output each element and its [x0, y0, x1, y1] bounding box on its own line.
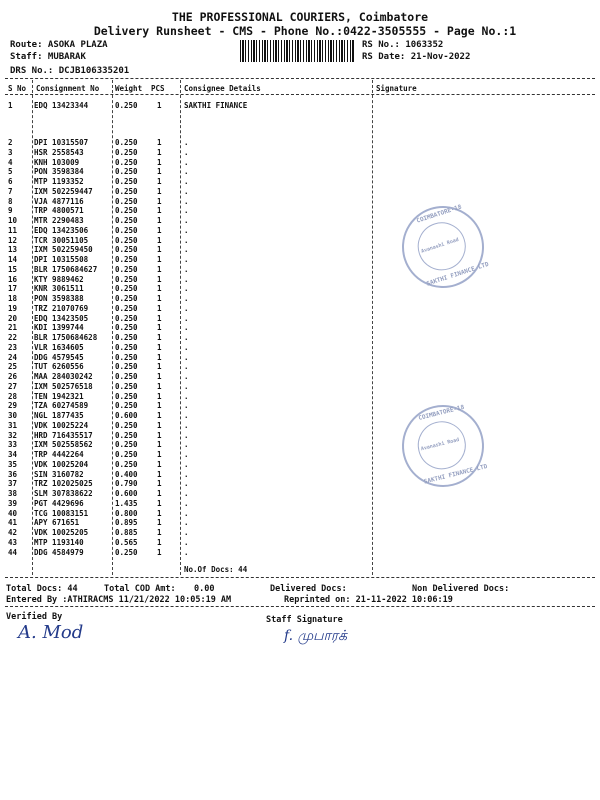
row-sno: 8 — [8, 196, 13, 206]
row-con: DDG 4579545 — [34, 352, 84, 362]
row-sno: 40 — [8, 508, 18, 518]
row-sno: 9 — [8, 206, 13, 216]
col-consignee-header: Consignee Details — [184, 84, 261, 93]
row-con: BLR 1750684628 — [34, 333, 98, 342]
row-con: PGT 4429696 — [34, 498, 84, 508]
row-details: . — [184, 508, 189, 518]
row-sno: 25 — [8, 362, 18, 372]
row-wt: 0.250 — [115, 274, 138, 284]
reprinted-on: Reprinted on: 21-11-2022 10:06:19 — [284, 595, 453, 605]
row-details: . — [184, 196, 189, 206]
row-con: KTY 9889462 — [34, 274, 84, 284]
row-wt: 0.250 — [115, 216, 138, 225]
row-wt: 0.250 — [115, 196, 138, 206]
row-details: . — [184, 303, 189, 313]
row-pcs: 1 — [157, 440, 162, 450]
row-sno: 5 — [8, 167, 13, 177]
staff-signature-label: Staff Signature — [266, 615, 343, 625]
row-sno: 27 — [8, 381, 18, 391]
row-con: DPI 10315507 — [34, 138, 89, 147]
row-con: KNR 3061511 — [34, 284, 84, 294]
row-wt: 0.565 — [115, 537, 138, 547]
row-wt: 0.250 — [115, 323, 138, 333]
row-con: TCR 30051105 — [34, 235, 89, 245]
row-details: . — [184, 440, 189, 450]
row-sno: 6 — [8, 177, 13, 186]
row-wt: 0.250 — [115, 101, 138, 110]
footer-divider — [5, 606, 595, 607]
row-pcs: 1 — [157, 235, 162, 245]
company-title: THE PROFESSIONAL COURIERS, Coimbatore — [171, 10, 429, 24]
row-pcs: 1 — [157, 101, 162, 110]
row-pcs: 1 — [157, 245, 162, 255]
col-signature-header: Signature — [376, 84, 417, 93]
row-sno: 7 — [8, 186, 13, 196]
row-wt: 0.790 — [115, 479, 138, 489]
row-pcs: 1 — [157, 225, 162, 235]
col-consignment-header: Consignment No — [36, 84, 100, 93]
row-sno: 20 — [8, 313, 18, 323]
row-con: TCG 10083151 — [34, 508, 89, 518]
row-wt: 0.250 — [115, 362, 138, 372]
row-wt: 0.250 — [115, 450, 138, 459]
row-details: . — [184, 479, 189, 489]
row-con: EDQ 13423344 — [34, 101, 89, 110]
row-con: VDK 10025204 — [34, 459, 89, 469]
row-con: PON 3598384 — [34, 167, 84, 177]
row-pcs: 1 — [157, 450, 162, 459]
row-pcs: 1 — [157, 177, 162, 186]
row-con: MAA 284030242 — [34, 372, 93, 381]
row-pcs: 1 — [157, 430, 162, 440]
row-pcs: 1 — [157, 342, 162, 352]
col-pcs-header: PCS — [151, 84, 165, 93]
row-details: . — [184, 450, 189, 459]
row-sno: 18 — [8, 294, 18, 303]
verifier-signature: A. Mod — [18, 622, 84, 643]
row-pcs: 1 — [157, 196, 162, 206]
row-sno: 35 — [8, 459, 18, 469]
stamp-ring-text: COIMBATORE-18 — [417, 403, 466, 422]
row-details: . — [184, 216, 189, 225]
row-details: . — [184, 430, 189, 440]
row-details: . — [184, 284, 189, 294]
row-sno: 1 — [8, 101, 13, 110]
row-sno: 37 — [8, 479, 18, 489]
row-details: . — [184, 352, 189, 362]
row-pcs: 1 — [157, 479, 162, 489]
row-pcs: 1 — [157, 352, 162, 362]
row-sno: 2 — [8, 138, 13, 147]
row-wt: 0.250 — [115, 294, 138, 303]
row-pcs: 1 — [157, 216, 162, 225]
row-con: APY 671651 — [34, 518, 80, 528]
col-sno-header: S No — [8, 84, 27, 93]
header-bottom-divider — [5, 94, 595, 95]
row-details: . — [184, 547, 189, 557]
verified-by-label: Verified By — [6, 612, 63, 622]
row-sno: 39 — [8, 498, 18, 508]
row-sno: 19 — [8, 303, 18, 313]
row-con: SLM 307838622 — [34, 489, 93, 498]
row-sno: 10 — [8, 216, 18, 225]
row-pcs: 1 — [157, 401, 162, 411]
drs-number: DRS No.: DCJB106335201 — [10, 66, 130, 76]
row-con: TRZ 21070769 — [34, 303, 89, 313]
row-sno: 12 — [8, 235, 18, 245]
row-sno: 16 — [8, 274, 18, 284]
row-con: HRD 716435517 — [34, 430, 93, 440]
row-con: IXM 502259447 — [34, 186, 93, 196]
row-con: IXM 502576518 — [34, 381, 93, 391]
row-wt: 0.250 — [115, 372, 138, 381]
staff-signature: f. முபாரக் — [284, 628, 348, 644]
row-con: DPI 10315508 — [34, 255, 89, 264]
row-wt: 0.250 — [115, 235, 138, 245]
row-details: . — [184, 401, 189, 411]
row-details: . — [184, 469, 189, 479]
col-divider — [180, 80, 181, 575]
row-sno: 24 — [8, 352, 18, 362]
row-pcs: 1 — [157, 547, 162, 557]
row-wt: 0.250 — [115, 264, 138, 274]
row-con: TRP 4800571 — [34, 206, 84, 216]
row-pcs: 1 — [157, 147, 162, 157]
row-wt: 0.250 — [115, 157, 138, 167]
row-wt: 0.250 — [115, 186, 138, 196]
stamp-name-text: SAKTHI FINANCE LTD — [425, 260, 490, 288]
row-con: VJA 4877116 — [34, 196, 84, 206]
row-con: IXM 502259450 — [34, 245, 93, 255]
row-pcs: 1 — [157, 294, 162, 303]
row-details: . — [184, 167, 189, 177]
row-pcs: 1 — [157, 459, 162, 469]
table-bottom-divider — [5, 577, 595, 578]
row-con: EDQ 13423505 — [34, 313, 89, 323]
row-wt: 0.250 — [115, 440, 138, 450]
row-pcs: 1 — [157, 206, 162, 216]
row-wt: 0.250 — [115, 284, 138, 294]
staff-label: Staff: MUBARAK — [10, 52, 86, 62]
row-pcs: 1 — [157, 157, 162, 167]
row-con: TZA 60274589 — [34, 401, 89, 411]
row-sno: 44 — [8, 547, 18, 557]
row-wt: 0.600 — [115, 411, 138, 420]
row-details: . — [184, 489, 189, 498]
col-divider — [372, 80, 373, 575]
row-sno: 31 — [8, 420, 18, 430]
row-wt: 0.250 — [115, 138, 138, 147]
row-wt: 0.250 — [115, 245, 138, 255]
row-con: MTR 2290483 — [34, 216, 84, 225]
row-con: SIN 3160782 — [34, 469, 84, 479]
row-pcs: 1 — [157, 303, 162, 313]
stamp-ring-text: COIMBATORE-18 — [415, 203, 463, 225]
row-wt: 0.250 — [115, 333, 138, 342]
row-con: VDK 10025224 — [34, 420, 89, 430]
row-sno: 13 — [8, 245, 18, 255]
row-sno: 29 — [8, 401, 18, 411]
row-sno: 30 — [8, 411, 18, 420]
row-pcs: 1 — [157, 313, 162, 323]
row-details: . — [184, 186, 189, 196]
row-wt: 0.250 — [115, 420, 138, 430]
row-pcs: 1 — [157, 167, 162, 177]
row-wt: 0.400 — [115, 469, 138, 479]
row-sno: 34 — [8, 450, 18, 459]
row-sno: 15 — [8, 264, 18, 274]
row-wt: 0.250 — [115, 430, 138, 440]
row-sno: 4 — [8, 157, 13, 167]
row-wt: 0.250 — [115, 303, 138, 313]
row-details: . — [184, 225, 189, 235]
row-con: TRP 4442264 — [34, 450, 84, 459]
row-con: TEN 1942321 — [34, 391, 84, 401]
total-cod-amount: 0.00 — [194, 584, 215, 594]
row-details: . — [184, 537, 189, 547]
row-details: . — [184, 342, 189, 352]
col-weight-header: Weight — [115, 84, 143, 93]
row-details: . — [184, 381, 189, 391]
row-sno: 23 — [8, 342, 18, 352]
non-delivered-docs: Non Delivered Docs: — [412, 584, 510, 594]
row-sno: 28 — [8, 391, 18, 401]
row-pcs: 1 — [157, 528, 162, 537]
row-pcs: 1 — [157, 264, 162, 274]
row-sno: 17 — [8, 284, 18, 294]
row-sno: 38 — [8, 489, 18, 498]
row-pcs: 1 — [157, 274, 162, 284]
row-sno: 36 — [8, 469, 18, 479]
stamp-name-text: SAKTHI FINANCE LTD — [423, 462, 489, 486]
row-wt: 0.250 — [115, 547, 138, 557]
row-sno: 21 — [8, 323, 18, 333]
row-wt: 0.895 — [115, 518, 138, 528]
row-pcs: 1 — [157, 489, 162, 498]
row-details: . — [184, 313, 189, 323]
row-details: . — [184, 245, 189, 255]
company-stamp — [391, 195, 494, 298]
company-stamp — [393, 396, 492, 495]
row-wt: 0.250 — [115, 147, 138, 157]
row-details: . — [184, 362, 189, 372]
row-con: VDK 10025205 — [34, 528, 89, 537]
delivered-docs: Delivered Docs: — [270, 584, 347, 594]
row-pcs: 1 — [157, 138, 162, 147]
row-sno: 32 — [8, 430, 18, 440]
row-con: PON 3598388 — [34, 294, 84, 303]
row-details: . — [184, 294, 189, 303]
stamp-center-text: Avanashi Road — [420, 437, 460, 453]
row-con: HSR 2558543 — [34, 147, 84, 157]
row-pcs: 1 — [157, 411, 162, 420]
row-wt: 0.250 — [115, 381, 138, 391]
row-wt: 0.250 — [115, 459, 138, 469]
row-wt: 0.250 — [115, 313, 138, 323]
runsheet-subtitle: Delivery Runsheet - CMS - Phone No.:0422-3505555 - Page No.:1 — [93, 24, 517, 38]
row-pcs: 1 — [157, 323, 162, 333]
row-pcs: 1 — [157, 391, 162, 401]
row-sno: 22 — [8, 333, 18, 342]
row-con: IXM 502558562 — [34, 440, 93, 450]
row-wt: 0.250 — [115, 206, 138, 216]
row-sno: 41 — [8, 518, 18, 528]
row-wt: 0.250 — [115, 342, 138, 352]
row-pcs: 1 — [157, 518, 162, 528]
row-pcs: 1 — [157, 255, 162, 264]
row-con: MTP 1193140 — [34, 537, 84, 547]
route-label: Route: ASOKA PLAZA — [10, 40, 108, 50]
row-sno: 11 — [8, 225, 18, 235]
row-wt: 0.800 — [115, 508, 138, 518]
row-pcs: 1 — [157, 372, 162, 381]
row-wt: 0.885 — [115, 528, 138, 537]
row-pcs: 1 — [157, 381, 162, 391]
row-wt: 0.600 — [115, 489, 138, 498]
header-top-divider — [5, 78, 595, 79]
row-details: . — [184, 333, 189, 342]
row-con: DDG 4584979 — [34, 547, 84, 557]
row-details: . — [184, 391, 189, 401]
row-wt: 0.250 — [115, 391, 138, 401]
row-pcs: 1 — [157, 284, 162, 294]
row-details: . — [184, 528, 189, 537]
row-details: . — [184, 411, 189, 420]
row-con: TUT 6260556 — [34, 362, 84, 372]
row-details: . — [184, 323, 189, 333]
row-details: . — [184, 235, 189, 245]
row-sno: 43 — [8, 537, 18, 547]
stamp-center-text: Avanashi Road — [420, 236, 460, 255]
rs-date: RS Date: 21-Nov-2022 — [362, 52, 471, 62]
row-con: MTP 1193352 — [34, 177, 84, 186]
row-sno: 33 — [8, 440, 18, 450]
row-details: . — [184, 157, 189, 167]
row-wt: 0.250 — [115, 225, 138, 235]
row-sno: 14 — [8, 255, 18, 264]
row-con: KNH 103009 — [34, 157, 80, 167]
row-details: . — [184, 206, 189, 216]
total-cod-label: Total COD Amt: — [104, 584, 176, 594]
row-con: VLR 1634605 — [34, 342, 84, 352]
row-con: KDI 1399744 — [34, 323, 84, 333]
row-con: EDQ 13423506 — [34, 225, 89, 235]
row-wt: 0.250 — [115, 401, 138, 411]
row-details: . — [184, 177, 189, 186]
row-wt: 0.250 — [115, 352, 138, 362]
row-details: . — [184, 264, 189, 274]
row-details: . — [184, 420, 189, 430]
row-details: . — [184, 459, 189, 469]
total-docs: Total Docs: 44 — [6, 584, 78, 594]
row-details: SAKTHI FINANCE — [184, 101, 248, 110]
row-pcs: 1 — [157, 333, 162, 342]
row-pcs: 1 — [157, 508, 162, 518]
row-pcs: 1 — [157, 537, 162, 547]
row-details: . — [184, 518, 189, 528]
barcode — [240, 40, 355, 62]
row-pcs: 1 — [157, 420, 162, 430]
row-wt: 0.250 — [115, 177, 138, 186]
row-wt: 0.250 — [115, 255, 138, 264]
row-sno: 3 — [8, 147, 13, 157]
row-wt: 0.250 — [115, 167, 138, 177]
row-con: BLR 1750684627 — [34, 264, 98, 274]
row-details: . — [184, 138, 189, 147]
row-sno: 42 — [8, 528, 18, 537]
row-pcs: 1 — [157, 362, 162, 372]
row-pcs: 1 — [157, 186, 162, 196]
entered-by: Entered By :ATHIRACMS 11/21/2022 10:05:19 AM — [6, 595, 232, 605]
row-con: NGL 1877435 — [34, 411, 84, 420]
col-divider — [32, 80, 33, 575]
rs-number: RS No.: 1063352 — [362, 40, 444, 50]
no-of-docs: No.Of Docs: 44 — [184, 565, 248, 574]
row-details: . — [184, 274, 189, 284]
row-sno: 26 — [8, 372, 18, 381]
row-details: . — [184, 498, 189, 508]
row-details: . — [184, 147, 189, 157]
row-details: . — [184, 372, 189, 381]
col-divider — [112, 80, 113, 575]
row-details: . — [184, 255, 189, 264]
row-pcs: 1 — [157, 469, 162, 479]
row-wt: 1.435 — [115, 498, 138, 508]
row-pcs: 1 — [157, 498, 162, 508]
row-con: TRZ 102025025 — [34, 479, 93, 489]
